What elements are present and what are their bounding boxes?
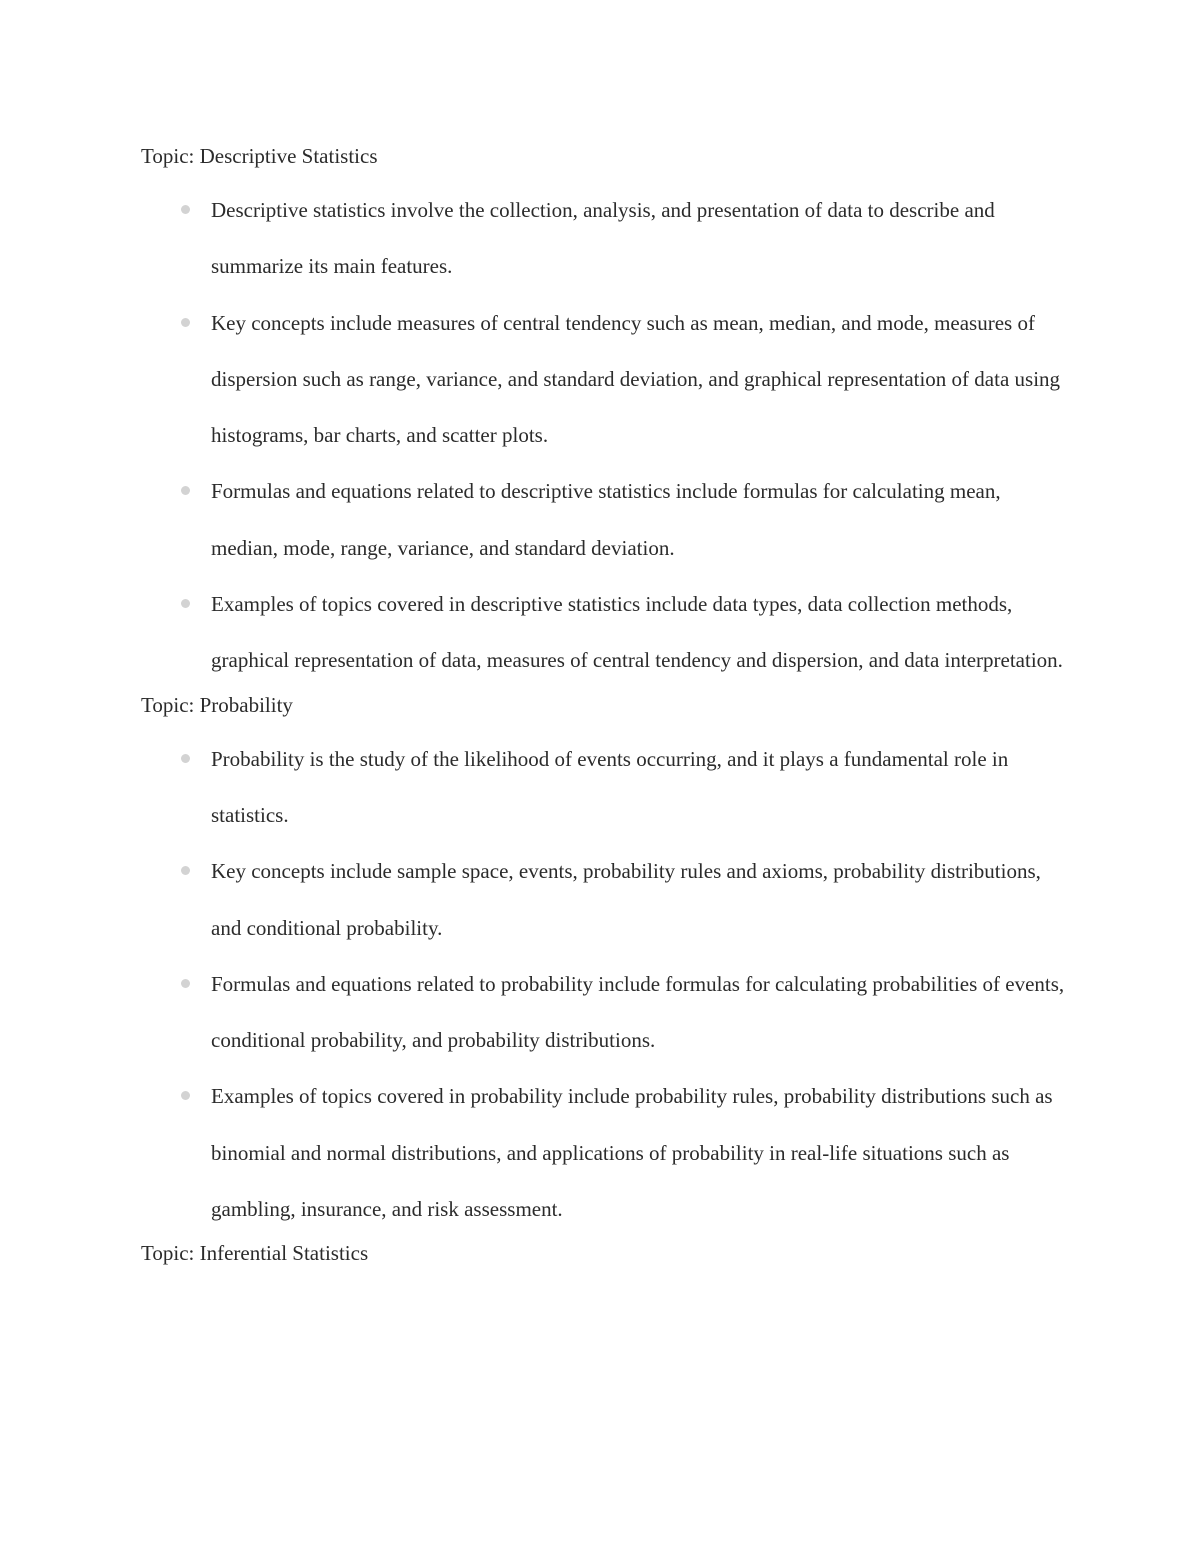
topic-heading: Topic: Probability (141, 692, 293, 717)
list-item-text: Descriptive statistics involve the collection, analysis, and presentation of data to describe and summarize its main features. (211, 198, 995, 279)
list-item (141, 295, 1071, 464)
list-item-text: Probability is the study of the likelihood of events occurring, and it plays a fundamental role in statistics. (211, 746, 1009, 827)
list-item (141, 956, 1071, 1069)
list-item-text: Key concepts include measures of central tendency such as mean, median, and mode, measures of dispersion such as range, variance, and standard deviation, and graphical representation of data using histograms, bar charts, and scatter plots. (211, 310, 1061, 448)
bullet-dot-icon (181, 866, 190, 875)
bullet-dot-icon (181, 486, 190, 495)
section-probability (141, 687, 1071, 1238)
list-item (141, 182, 1071, 295)
list-item-text: Examples of topics covered in probability include probability rules, probability distributions such as binomial and normal distributions, and applications of probability in real-life situations such as gambling, insurance, and risk assessment. (211, 1084, 1053, 1222)
section-inferential-statistics (141, 1235, 1071, 1271)
list-item-text: Examples of topics covered in descriptive statistics include data types, data collection methods, graphical representation of data, measures of central tendency and dispersion, and data interpretation. (211, 592, 1063, 673)
list-item-text: Formulas and equations related to descriptive statistics include formulas for calculating mean, median, mode, range, variance, and standard deviation. (211, 479, 1001, 560)
topic-heading: Topic: Inferential Statistics (141, 1241, 369, 1266)
bullet-list (141, 731, 1071, 1238)
list-item (141, 731, 1071, 844)
list-item (141, 1068, 1071, 1237)
bullet-dot-icon (181, 318, 190, 327)
list-item (141, 463, 1071, 576)
topic-heading: Topic: Descriptive Statistics (141, 144, 378, 168)
bullet-dot-icon (181, 979, 190, 988)
bullet-dot-icon (181, 754, 190, 763)
list-item (141, 576, 1071, 689)
bullet-list (141, 182, 1071, 689)
bullet-dot-icon (181, 599, 190, 608)
list-item (141, 843, 1071, 956)
section-descriptive-statistics (141, 138, 1071, 689)
list-item-text: Key concepts include sample space, events, probability rules and axioms, probability distributions, and conditional probability. (211, 859, 1041, 940)
document-content (141, 138, 1071, 1271)
bullet-dot-icon (181, 1091, 190, 1100)
bullet-dot-icon (181, 205, 190, 214)
list-item-text: Formulas and equations related to probability include formulas for calculating probabilities of events, conditional probability, and probability distributions. (211, 971, 1065, 1053)
